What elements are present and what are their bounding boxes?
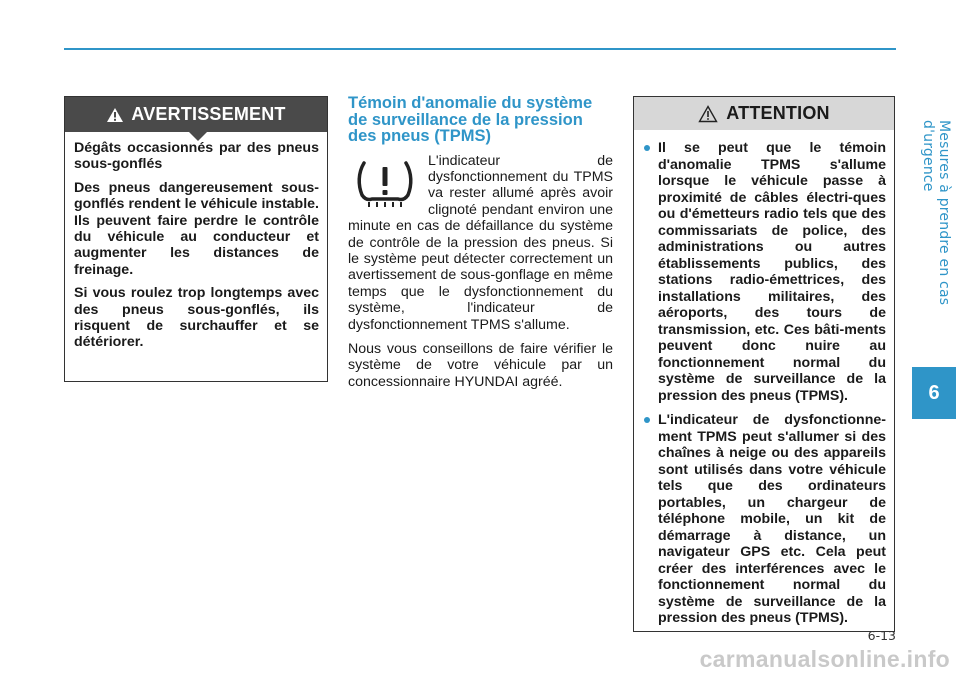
warning-paragraph: Des pneus dangereusement sous-gonflés rendent le véhicule instable. Ils peuvent faire perdre le contrôle du véhicule au conducteur et augmenter les distances de freinage. <box>74 179 319 278</box>
warning-title: AVERTISSEMENT <box>131 104 286 124</box>
tpms-warning-icon <box>352 155 418 209</box>
list-item <box>644 140 886 404</box>
attention-header <box>634 97 894 130</box>
tpms-section <box>348 95 613 398</box>
warning-body <box>65 132 327 364</box>
warning-header <box>65 97 327 132</box>
section-title-vertical: Mesures à prendre en cas d'urgence <box>920 120 952 306</box>
chapter-tab: 6 <box>912 367 956 419</box>
warning-triangle-icon <box>106 107 124 123</box>
bullet-icon <box>644 145 650 151</box>
attention-title: ATTENTION <box>726 103 830 123</box>
attention-box <box>633 96 895 632</box>
section-heading: Témoin d'anomalie du système de surveillance de la pression des pneus (TPMS) <box>348 94 593 145</box>
warning-heading: Dégâts occasionnés par des pneus sous-gonflés <box>74 140 319 173</box>
header-rule <box>64 48 896 50</box>
section-paragraph: L'indicateur de dysfonctionnement du TPMS va rester allumé après avoir clignoté pendant environ une minute en cas de défaillance du système de contrôle de la pression des pneus. Si le système peut détecter correctement un avertissement de sous-gonflage en même temps que le dysfonctionnement du système, l'indicateur de dysfonctionnement TPMS s'allume. <box>348 152 613 333</box>
caution-triangle-icon <box>698 105 718 123</box>
bullet-icon <box>644 417 650 423</box>
warning-paragraph: Si vous roulez trop longtemps avec des pneus sous-gonflés, ils risquent de surchauffer et se détériorer. <box>74 285 319 351</box>
list-item-text: L'indicateur de dysfonctionne-ment TPMS peut s'allumer si des chaînes à neige ou des appareils sont utilisés dans votre véhicule tels que des ordinateurs portables, un chargeur de téléphone mobile, un kit de démarrage à distance, un navigateur GPS etc. Cela peut créer des interférences avec le fonctionnement normal du système de surveillance de la pression des pneus (TPMS). <box>658 412 886 626</box>
attention-list <box>634 130 894 627</box>
section-paragraph: Nous vous conseillons de faire vérifier le système de votre véhicule par un concessionnaire HYUNDAI agréé. <box>348 340 613 390</box>
watermark: carmanualsonline.info <box>699 646 950 672</box>
list-item-text: Il se peut que le témoin d'anomalie TPMS s'allume lorsque le véhicule passe à proximité de câbles électri-ques ou d'émetteurs radio tels que des commissariats de police, des administrations ou autres établissements publics, des stations radio-émettrices, des installations militaires, des aéroports, des tours de transmission, etc. Ces bâti-ments peuvent donc nuire au fonctionnement normal du système de surveillance de la pression des pneus (TPMS). <box>658 140 886 404</box>
page-number: 6-13 <box>867 628 896 643</box>
list-item <box>644 412 886 627</box>
warning-box <box>64 96 328 382</box>
